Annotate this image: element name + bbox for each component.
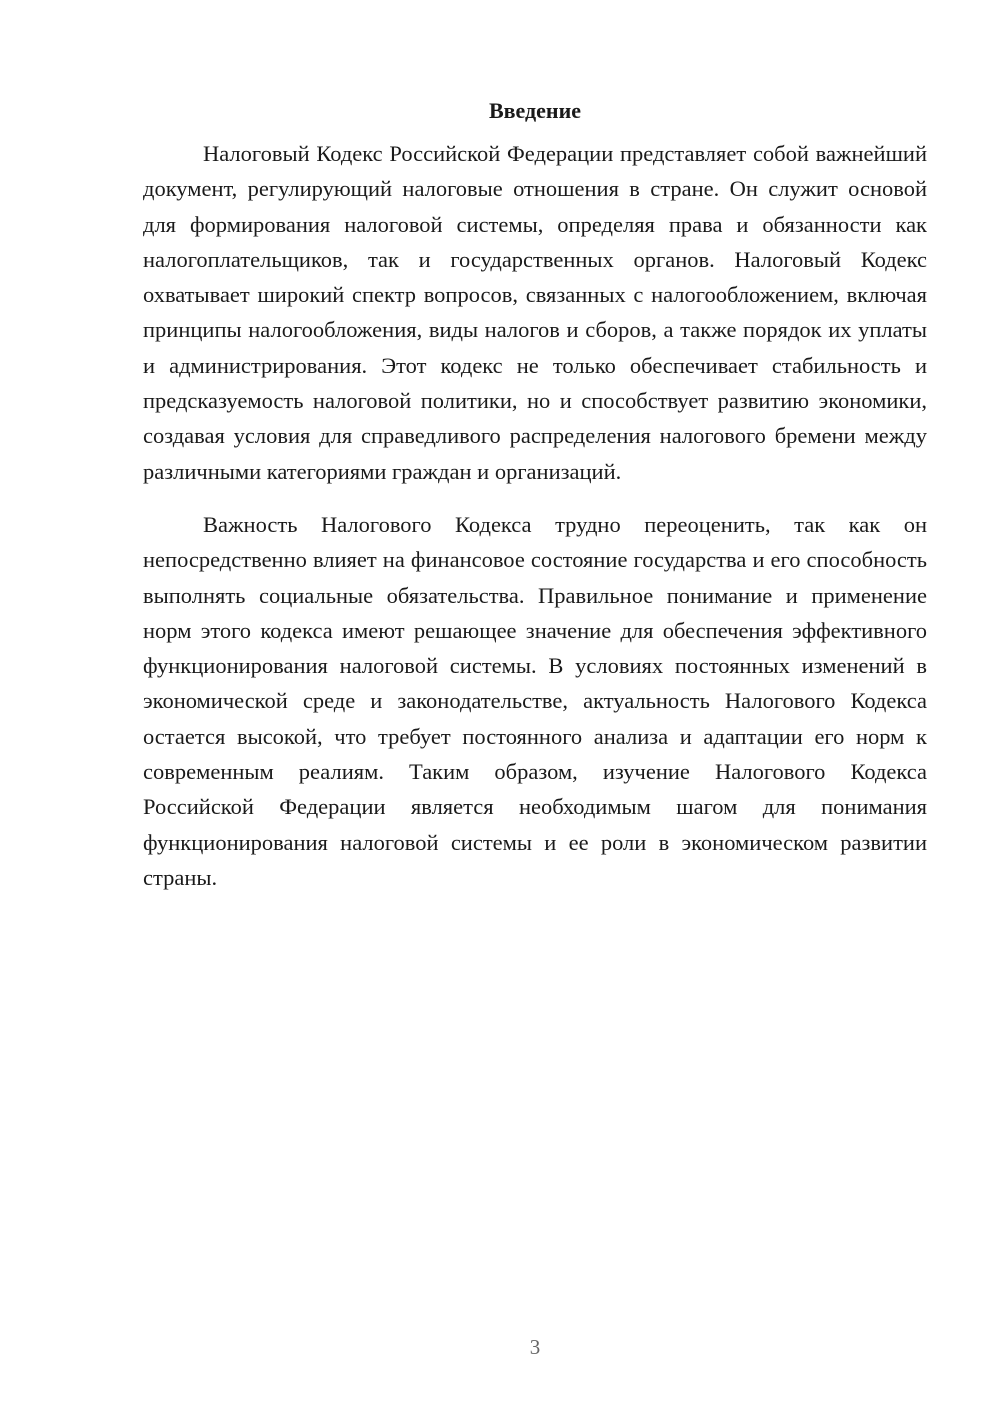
page-content: [143, 96, 927, 895]
paragraph-2: Важность Налогового Кодекса трудно переоценить, так как он непосредственно влияет на финансовое состояние государства и его способность выполнять социальные обязательства. Правильное понимание и применение норм этого кодекса имеют решающее значение для обеспечения эффективного функционирования налоговой системы. В условиях постоянных изменений в экономической среде и законодательстве, актуальность Налогового Кодекса остается высокой, что требует постоянного анализа и адаптации его норм к современным реалиям. Таким образом, изучение Налогового Кодекса Российской Федерации является необходимым шагом для понимания функционирования налоговой системы и ее роли в экономическом развитии страны.: [143, 511, 927, 890]
section-heading: Введение: [488, 98, 582, 123]
paragraph-1: Налоговый Кодекс Российской Федерации представляет собой важнейший документ, регулирующий налоговые отношения в стране. Он служит основой для формирования налоговой системы, определяя права и обязанности как налогоплательщиков, так и государственных органов. Налоговый Кодекс охватывает широкий спектр вопросов, связанных с налогообложением, включая принципы налогообложения, виды налогов и сборов, а также порядок их уплаты и администрирования. Этот кодекс не только обеспечивает стабильность и предсказуемость налоговой политики, но и способствует развитию экономики, создавая условия для справедливого распределения налогового бремени между различными категориями граждан и организаций.: [143, 141, 927, 484]
page-number: 3: [529, 1335, 541, 1359]
